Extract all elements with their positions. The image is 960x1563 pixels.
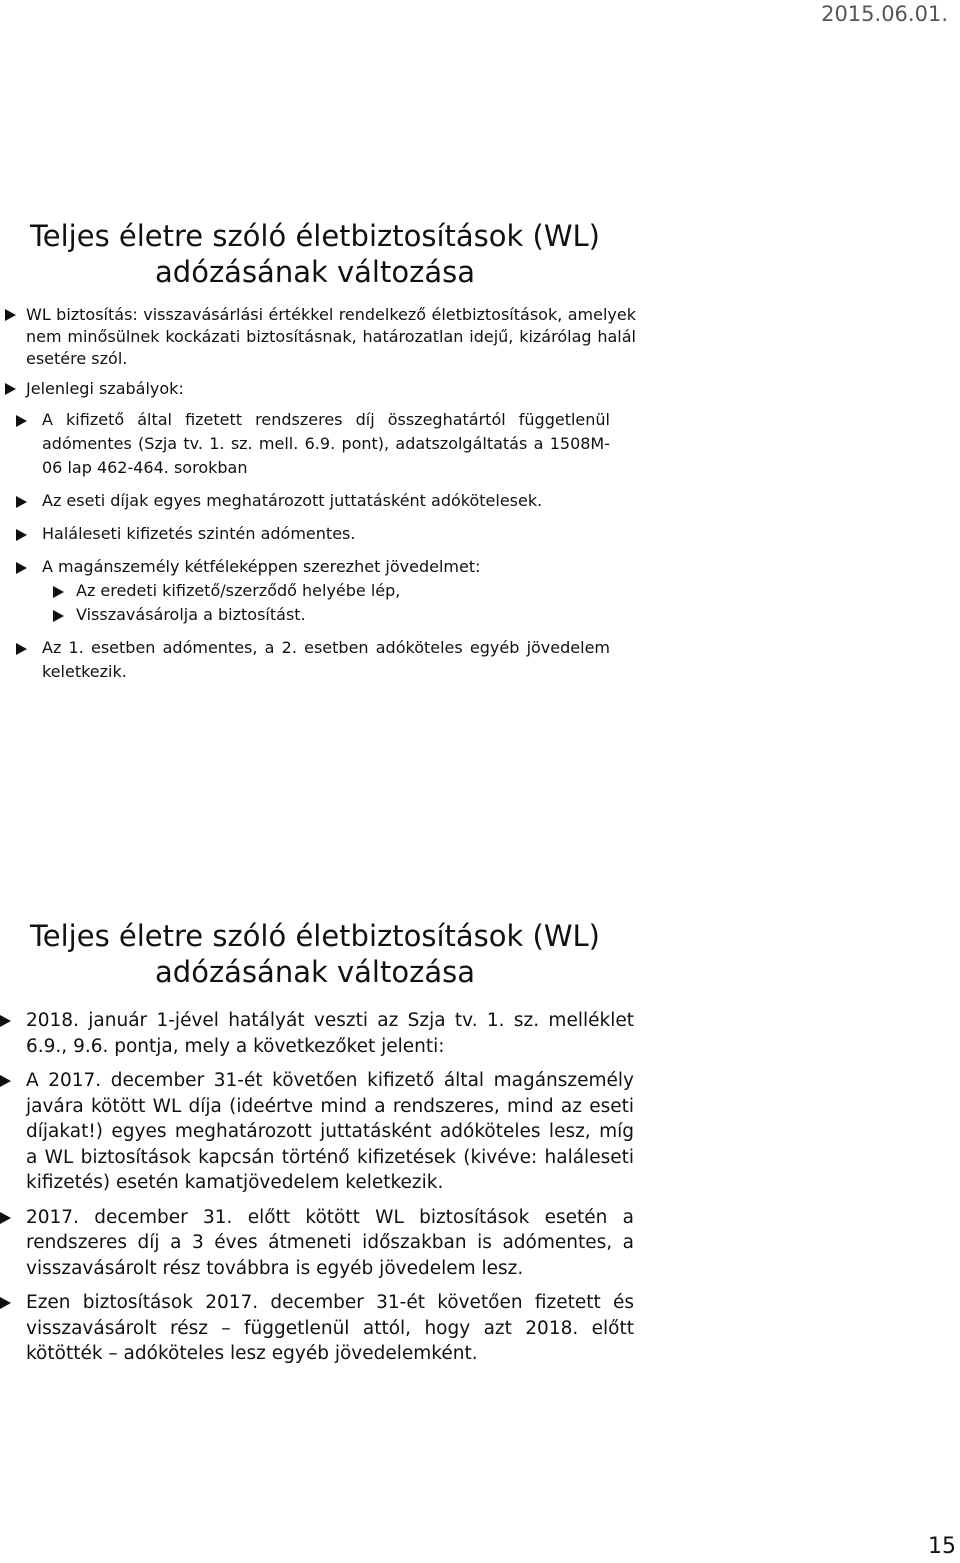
slide-1-title-line-2: adózásának változása (155, 255, 475, 289)
slide-1-title-line-1: Teljes életre szóló életbiztosítások (WL) (29, 219, 600, 253)
list-item (0, 378, 636, 684)
triangle-bullet-icon (5, 309, 16, 321)
list-item (0, 1008, 634, 1059)
triangle-bullet-icon (0, 1297, 11, 1309)
list-item (0, 1290, 634, 1367)
sub-sub-list-item (38, 603, 610, 627)
list-item-text: A 2017. december 31-ét követően kifizető által magánszemély javára kötött WL díja (ideértve mind a rendszeres, mind az eseti díjakat!) egyes meghatározott juttatásként adóköteles lesz, míg a WL biztosítások kapcsán történő kifizetések (kivéve: haláleseti kifizetés) esetén kamatjövedelem keletkezik. (26, 1070, 634, 1193)
list-item (0, 1068, 634, 1196)
sub-list-item (0, 522, 610, 546)
slide-1 (0, 218, 960, 693)
sub-bullet-list (0, 408, 636, 684)
slide-2 (0, 918, 960, 1376)
sub-list-item (0, 489, 610, 513)
triangle-bullet-icon (16, 496, 27, 508)
slide-2-title-line-1: Teljes életre szóló életbiztosítások (WL) (29, 919, 600, 953)
sub-list-item-text: Az 1. esetben adómentes, a 2. esetben adóköteles egyéb jövedelem keletkezik. (42, 638, 610, 681)
triangle-bullet-icon (0, 1015, 11, 1027)
slide-2-title-line-2: adózásának változása (155, 955, 475, 989)
list-item-text: Ezen biztosítások 2017. december 31-ét követően fizetett és visszavásárolt rész – függetlenül attól, hogy azt 2018. előtt kötötték – adóköteles lesz egyéb jövedelemként. (26, 1292, 634, 1364)
list-item-text: 2017. december 31. előtt kötött WL biztosítások esetén a rendszeres díj a 3 éves átmeneti időszakban is adómentes, a visszavásárolt rész továbbra is egyéb jövedelem lesz. (26, 1206, 634, 1279)
slide-1-bullet-list (0, 304, 960, 684)
list-item (0, 304, 636, 370)
triangle-bullet-icon (53, 610, 64, 622)
slide-2-bullet-list (0, 1008, 960, 1367)
triangle-bullet-icon (16, 643, 27, 655)
sub-list-item-text: Az eseti díjak egyes meghatározott juttatásként adókötelesek. (42, 491, 543, 510)
sub-list-item-text: A magánszemély kétféleképpen szerezhet jövedelmet: (42, 557, 481, 576)
triangle-bullet-icon (0, 1212, 11, 1224)
triangle-bullet-icon (0, 1075, 11, 1087)
sub-list-item (0, 555, 610, 627)
sub-list-item-text: Haláleseti kifizetés szintén adómentes. (42, 524, 356, 543)
triangle-bullet-icon (5, 383, 16, 395)
sub-sub-list-item-text: Visszavásárolja a biztosítást. (76, 605, 306, 624)
sub-sub-bullet-list (38, 579, 610, 627)
sub-sub-list-item (38, 579, 610, 603)
triangle-bullet-icon (16, 529, 27, 541)
list-item-text: 2018. január 1-jével hatályát veszti az Szja tv. 1. sz. melléklet 6.9., 9.6. pontja, mely a következőket jelenti: (26, 1010, 634, 1057)
sub-list-item-text: A kifizető által fizetett rendszeres díj összeghatártól függetlenül adómentes (Szja tv. 1. sz. mell. 6.9. pont), adatszolgáltatás a 1508M-06 lap 462-464. sorokban (42, 410, 610, 477)
triangle-bullet-icon (16, 415, 27, 427)
list-item (0, 1205, 634, 1282)
triangle-bullet-icon (53, 586, 64, 598)
slide-1-title (0, 218, 630, 290)
sub-list-item (0, 408, 610, 480)
list-item-text: Jelenlegi szabályok: (26, 379, 184, 398)
triangle-bullet-icon (16, 562, 27, 574)
list-item-text: WL biztosítás: visszavásárlási értékkel rendelkező életbiztosítások, amelyek nem minősülnek kockázati biztosításnak, határozatlan idejű, kizárólag halál esetére szól. (26, 305, 636, 368)
page-date: 2015.06.01. (821, 2, 948, 26)
sub-list-item (0, 636, 610, 684)
sub-sub-list-item-text: Az eredeti kifizető/szerződő helyébe lép, (76, 581, 401, 600)
slide-2-title (0, 918, 630, 990)
page-number: 15 (928, 1534, 956, 1559)
